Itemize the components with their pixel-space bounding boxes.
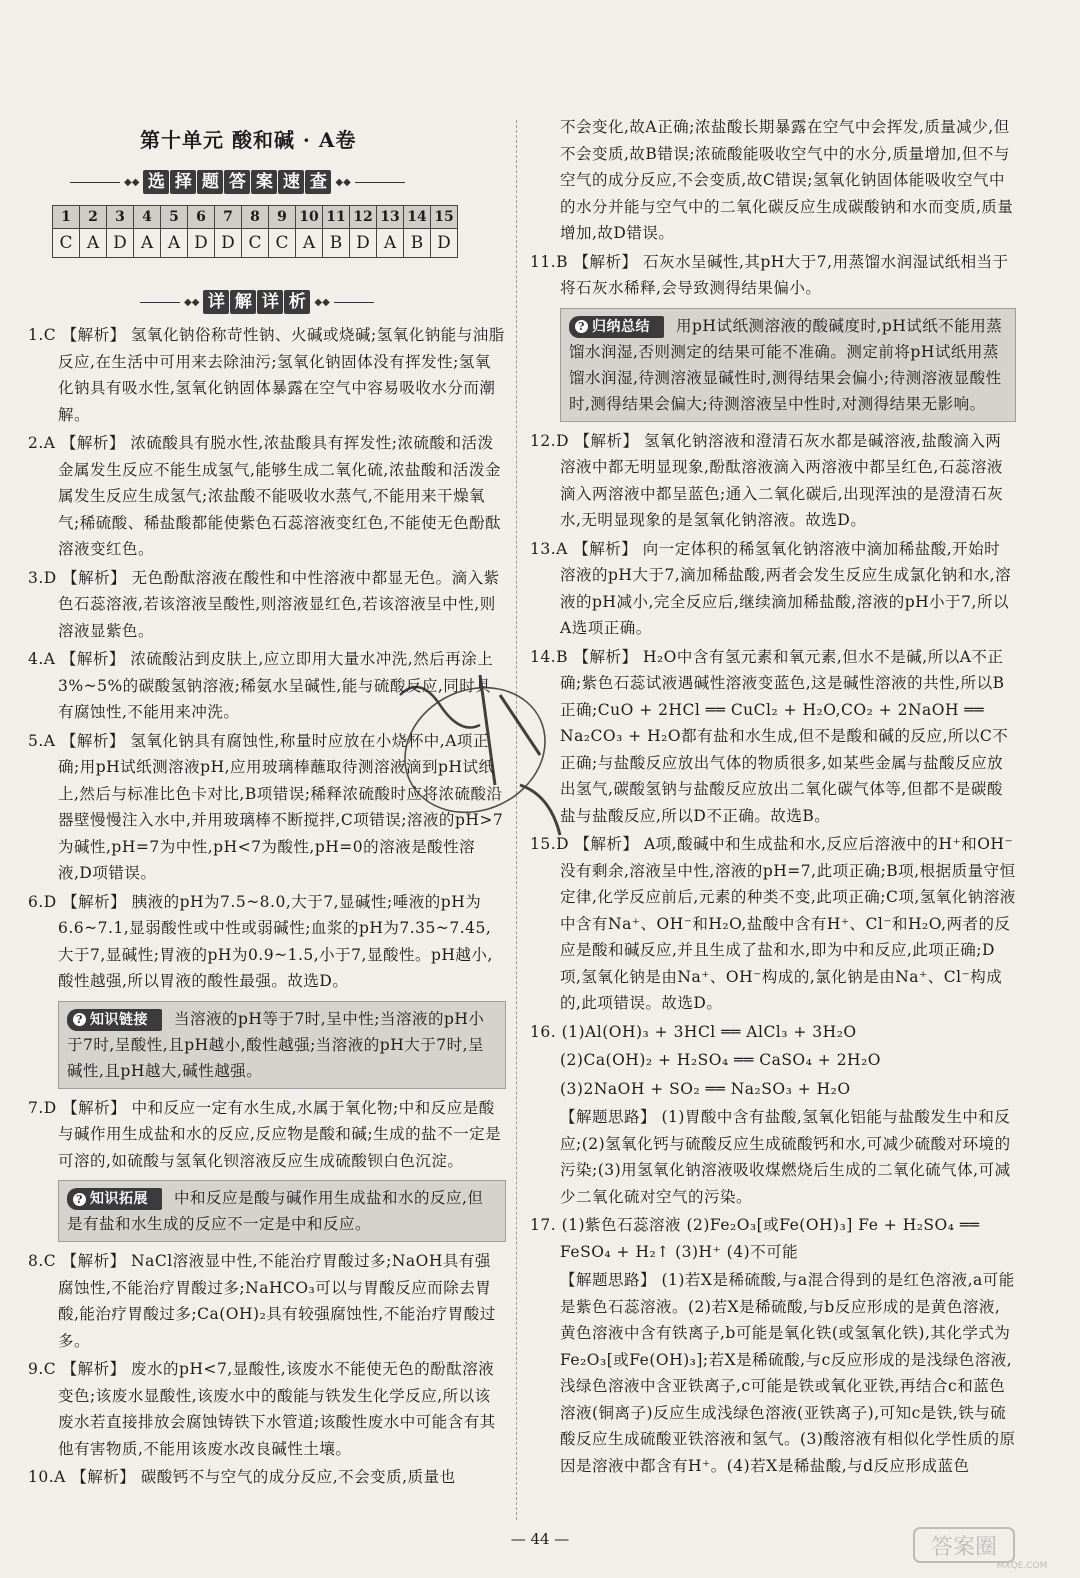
analysis-tag: 【解析】 [61, 326, 126, 344]
answer-explanation [530, 1076, 1016, 1103]
question-number: 12.D [530, 431, 570, 450]
answer-letter-cell: D [107, 229, 134, 258]
answer-number-cell: 13 [377, 206, 404, 229]
question-number: 13.A [530, 539, 568, 558]
explanation-text: A项,酸碱中和生成盐和水,反应后溶液中的H⁺和OH⁻没有剩余,溶液呈中性,溶液的pH=7,此项正确;B项,根据质量守恒定律,化学反应前后,元素的种类不变,此项正确;C项,氢氧化钠溶液中含有Na⁺、OH⁻和H₂O,盐酸中含有H⁺、Cl⁻和H₂O,两者的反应是酸和碱反应,并且生成了盐和水,即为中和反应,此项正确;D项,氢氧化钠是由Na⁺、OH⁻构成的,氯化钠是由Na⁺、Cl⁻构成的,此项错误。故选D。 [560, 835, 1016, 1012]
explanation-text: (1)若X是稀硫酸,与a混合得到的是红色溶液,a可能是紫色石蕊溶液。(2)若X是稀硫酸,与b反应形成的是黄色溶液,黄色溶液中含有铁离子,b可能是氧化铁(或氢氧化铁),其化学式为Fe₂O₃[或Fe(OH)₃];若X是稀硫酸,与c反应形成的是浅绿色溶液,浅绿色溶液中含亚铁离子,c可能是铁或氧化亚铁,再结合c和蓝色溶液(铜离子)反应生成浅绿色溶液(亚铁离子),可知c是铁,铁与硫酸反应生成硫酸亚铁溶液和氢气。(3)酸溶液有相似化学性质的原因是溶液中都含有H⁺。(4)若X是稀盐酸,与d反应形成蓝色 [560, 1271, 1016, 1475]
answer-letter-cell: D [188, 229, 215, 258]
answer-number-cell: 1 [53, 206, 80, 229]
explanation-text: 向一定体积的稀氢氧化钠溶液中滴加稀盐酸,开始时溶液的pH大于7,滴加稀盐酸,两者会发生反应生成氯化钠和水,溶液的pH减小,完全反应后,继续滴加稀盐酸,溶液的pH小于7,所以A选项正确。 [560, 539, 1012, 637]
note-text: 用pH试纸测溶液的酸碱度时,pH试纸不能用蒸馏水润湿,否则测定的结果可能不准确。测定前将pH试纸用蒸馏水润湿,待测溶液显碱性时,测得结果会偏小;待测溶液显酸性时,测得结果会偏大;待测溶液呈中性时,对测得结果无影响。 [569, 316, 1003, 413]
question-number: 7.D [28, 1098, 57, 1117]
header.quick_check_title-char: 案 [251, 170, 277, 194]
header.quick_check_title-char: 题 [197, 170, 223, 194]
explanation-text: 不会变化,故A正确;浓盐酸长期暴露在空气中会挥发,质量减少,但不会变质,故B错误;浓硫酸能吸收空气中的水分,质量增加,但不与空气的成分反应,不会变质,故C错误;氢氧化钠固体能吸收空气中的水分并能与空气中的二氧化碳反应生成碳酸钠和水而变质,质量增加,故D错误。 [560, 118, 1014, 242]
explanation-text: 碳酸钙不与空气的成分反应,不会变质,质量也 [140, 1468, 456, 1486]
explanation-text: NaCl溶液显中性,不能治疗胃酸过多;NaOH具有强腐蚀性,不能治疗胃酸过多;NaHCO₃可以与胃酸反应而除去胃酸,能治疗胃酸过多;Ca(OH)₂具有较强腐蚀性,不能治疗胃酸过多。 [58, 1252, 496, 1350]
detail-banner: ◆◆ 详 解 详 析 ◆◆ [140, 288, 374, 316]
note-badge [569, 316, 664, 338]
answer-explanation [28, 1464, 506, 1491]
analysis-tag: 【解析】 [71, 1468, 136, 1486]
note-label: 知识链接 [90, 1011, 148, 1028]
answer-letter-cell: B [404, 229, 431, 258]
answer-number-cell: 6 [188, 206, 215, 229]
analysis-tag: 【解题思路】 [560, 1108, 657, 1126]
analysis-tag: 【解析】 [60, 434, 125, 452]
question-number: 10.A [28, 1468, 66, 1486]
answer-explanation [28, 1248, 506, 1354]
explanation-text: 氢氧化钠俗称苛性钠、火碱或烧碱;氢氧化钠能与油脂反应,在生活中可用来去除油污;氢氧化钠固体没有挥发性;氢氧化钠具有吸水性,氢氧化钠固体暴露在空气中容易吸收水分而潮解。 [58, 326, 505, 424]
answer-letter-cell: A [80, 229, 107, 258]
answer-explanation [530, 114, 1016, 247]
analysis-tag: 【解析】 [61, 1360, 126, 1378]
question-number: 4.A [28, 650, 56, 668]
stamp-graphic [360, 635, 590, 865]
answer-number-cell: 11 [323, 206, 350, 229]
answer-explanation [530, 536, 1016, 642]
left-column [28, 322, 506, 1493]
answer-letter-cell: C [242, 229, 269, 258]
explanation-text: (2)Ca(OH)₂ + H₂SO₄ ══ CaSO₄ + 2H₂O [560, 1051, 881, 1069]
watermark-logo [912, 1524, 1062, 1572]
answer-number-cell: 14 [404, 206, 431, 229]
answer-number-cell: 3 [107, 206, 134, 229]
answer-explanation [530, 1104, 1016, 1210]
analysis-tag: 【解析】 [62, 1098, 127, 1117]
answer-number-cell: 5 [161, 206, 188, 229]
answer-letter-cell: D [431, 229, 458, 258]
answer-explanation [530, 1212, 1016, 1265]
note-label: 知识拓展 [90, 1191, 148, 1207]
answer-explanation [28, 565, 506, 645]
header.detail_title-char: 析 [284, 290, 310, 314]
unit-title: 第十单元 酸和碱 · A卷 [140, 128, 357, 152]
answer-number-cell: 12 [350, 206, 377, 229]
analysis-tag: 【解析】 [61, 1252, 126, 1270]
bulb-icon: ? [73, 1193, 86, 1206]
explanation-text: 浓硫酸具有脱水性,浓盐酸具有挥发性;浓硫酸和活泼金属发生反应不能生成氢气,能够生成二氧化硫,浓盐酸和活泼金属发生反应生成氢气;浓盐酸不能吸收水蒸气,不能用来干燥氧气;稀硫酸、稀盐酸都能使紫色石蕊溶液变红色,不能使无色酚酞溶液变红色。 [58, 434, 502, 558]
answer-number-cell: 15 [431, 206, 458, 229]
analysis-tag: 【解析】 [573, 252, 638, 271]
explanation-text: 无色酚酞溶液在酸性和中性溶液中都显无色。滴入紫色石蕊溶液,若该溶液呈酸性,则溶液显红色,若该溶液呈中性,则溶液显紫色。 [58, 568, 500, 640]
explanation-text: 浓硫酸沾到皮肤上,应立即用大量水冲洗,然后再涂上3%~5%的碳酸氢钠溶液;稀氨水呈碱性,能与硫酸反应,同时具有腐蚀性,不能用来冲洗。 [58, 650, 494, 721]
answer-explanation [530, 1047, 1016, 1074]
answer-letter-cell: A [296, 229, 323, 258]
answer-letter-cell: A [134, 229, 161, 258]
question-number: 8.C [28, 1252, 57, 1270]
explanation-text: 胰液的pH为7.5~8.0,大于7,显碱性;唾液的pH为6.6~7.1,显弱酸性或中性或弱碱性;血浆的pH为7.35~7.45,大于7,显碱性;胃液的pH为0.9~1.5,小于7,显酸性。pH越小,酸性越强,所以胃液的酸性最强。故选D。 [58, 892, 493, 990]
answer-explanation [530, 428, 1016, 534]
answer-number-cell: 4 [134, 206, 161, 229]
note-badge [67, 1009, 162, 1031]
question-number: 5.A [28, 731, 56, 750]
note-box [58, 1180, 506, 1242]
answer-explanation [530, 1267, 1016, 1479]
analysis-tag: 【解析】 [62, 568, 127, 587]
answer-letter-cell: A [161, 229, 188, 258]
explanation-text: (1)紫色石蕊溶液 (2)Fe₂O₃[或Fe(OH)₃] Fe + H₂SO₄ ══ FeSO₄ + H₂↑ (3)H⁺ (4)不可能 [560, 1216, 980, 1261]
question-number: 16. [530, 1022, 557, 1041]
note-text: 当溶液的pH等于7时,呈中性;当溶液的pH小于7时,呈酸性,且pH越小,酸性越强;当溶液的pH大于7时,呈碱性,且pH越大,碱性越强。 [67, 1009, 485, 1080]
answer-explanation [530, 644, 1016, 830]
analysis-tag: 【解析】 [573, 539, 638, 558]
answer-number-cell: 8 [242, 206, 269, 229]
header.detail_title-char: 详 [257, 290, 283, 314]
explanation-text: 氢氧化钠溶液和澄清石灰水都是碱溶液,盐酸滴入两溶液中都无明显现象,酚酞溶液滴入两溶液中都呈红色,石蕊溶液滴入两溶液中都呈蓝色;通入二氧化碳后,出现浑浊的是澄清石灰水,无明显现象的是氢氧化钠溶液。故选D。 [560, 431, 1004, 529]
header.quick_check_title-char: 选 [143, 170, 169, 194]
explanation-text: 废水的pH<7,显酸性,该废水不能使无色的酚酞溶液变色;该废水显酸性,该废水中的酸能与铁发生化学反应,所以该废水若直接排放会腐蚀铸铁下水管道;该酸性废水中可能含有其他有害物质,不能用该废水改良碱性土壤。 [58, 1360, 496, 1458]
bulb-icon: ? [73, 1013, 86, 1026]
header.quick_check_title-char: 择 [170, 170, 196, 194]
answer-number-cell: 9 [269, 206, 296, 229]
answer-number-cell: 10 [296, 206, 323, 229]
analysis-tag: 【解析】 [574, 835, 639, 853]
explanation-text: (1)Al(OH)₃ + 3HCl ══ AlCl₃ + 3H₂O [561, 1022, 857, 1041]
header.quick_check_title-char: 查 [305, 170, 331, 194]
answer-number-cell: 7 [215, 206, 242, 229]
analysis-tag: 【解析】 [573, 647, 638, 666]
answer-explanation [530, 1019, 1016, 1046]
analysis-tag: 【解析】 [62, 892, 127, 911]
header.quick_check_title-char: 答 [224, 170, 250, 194]
answer-table [52, 205, 458, 258]
answer-number-cell: 2 [80, 206, 107, 229]
right-column [530, 114, 1016, 1481]
note-text: 中和反应是酸与碱作用生成盐和水的反应,但是有盐和水生成的反应不一定是中和反应。 [67, 1189, 484, 1233]
svg-text:MXQE.COM: MXQE.COM [996, 1561, 1048, 1571]
explanation-text: 石灰水呈碱性,其pH大于7,用蒸馏水润湿试纸相当于将石灰水稀释,会导致测得结果偏小。 [560, 252, 1009, 297]
quick-check-banner: ◆◆ 选 择 题 答 案 速 查 ◆◆ [70, 168, 405, 196]
answer-letter-cell: C [53, 229, 80, 258]
answer-explanation [530, 831, 1016, 1017]
explanation-text: H₂O中含有氢元素和氧元素,但水不是碱,所以A不正确;紫色石蕊试液遇碱性溶液变蓝色,这是碱性溶液的共性,所以B正确;CuO + 2HCl ══ CuCl₂ + H₂O,CO₂ + 2NaOH ══ Na₂CO₃ + H₂O都有盐和水生成,但不是酸和碱的反应,所以C不正确;与盐酸反应放出气体的物质很多,如某些金属与盐酸反应放出氢气,碳酸氢钠与盐酸反应放出二氧化碳气体等,但都不是碳酸盐与盐酸反应,所以D不正确。故选B。 [560, 647, 1009, 825]
question-number: 11.B [530, 252, 569, 271]
analysis-tag: 【解析】 [60, 731, 125, 750]
header.detail_title-char: 解 [230, 290, 256, 314]
svg-text:答案圈: 答案圈 [930, 1535, 998, 1560]
answer-explanation [28, 889, 506, 995]
note-badge [67, 1188, 162, 1210]
answer-explanation [28, 1356, 506, 1462]
answer-explanation [530, 249, 1016, 302]
explanation-text: 中和反应一定有水生成,水属于氧化物;中和反应是酸与碱作用生成盐和水的反应,反应物是酸和碱;生成的盐不一定是可溶的,如硫酸与氢氧化钡溶液反应生成硫酸钡白色沉淀。 [58, 1098, 502, 1170]
bulb-icon: ? [575, 320, 588, 333]
analysis-tag: 【解析】 [574, 431, 639, 450]
answer-letter-cell: B [323, 229, 350, 258]
answer-explanation [28, 1095, 506, 1175]
answer-letter-cell: A [377, 229, 404, 258]
answer-letter-cell: D [215, 229, 242, 258]
note-box [560, 308, 1016, 422]
question-number: 15.D [530, 835, 570, 853]
analysis-tag: 【解析】 [60, 650, 125, 668]
question-number: 6.D [28, 892, 57, 911]
question-number: 14.B [530, 647, 569, 666]
note-label: 归纳总结 [592, 318, 650, 335]
header.quick_check_title-char: 速 [278, 170, 304, 194]
question-number: 9.C [28, 1360, 57, 1378]
question-number: 3.D [28, 568, 57, 587]
answer-letter-cell: D [350, 229, 377, 258]
answer-explanation [28, 430, 506, 563]
note-box [58, 1001, 506, 1089]
header.detail_title-char: 详 [203, 290, 229, 314]
answer-explanation [28, 322, 506, 428]
answer-letter-cell: C [269, 229, 296, 258]
analysis-tag: 【解题思路】 [560, 1271, 657, 1289]
question-number: 17. [530, 1216, 557, 1234]
explanation-text: 氢氧化钠具有腐蚀性,称量时应放在小烧杯中,A项正确;用pH试纸测溶液pH,应用玻璃棒蘸取待测溶液滴到pH试纸上,然后与标准比色卡对比,B项错误;稀释浓硫酸时应将浓硫酸沿器壁慢慢注入水中,并用玻璃棒不断搅拌,C项错误;溶液的pH>7为碱性,pH=7为中性,pH<7为酸性,pH=0的溶液是酸性溶液,D项错误。 [58, 731, 504, 882]
explanation-text: (1)胃酸中含有盐酸,氢氧化铝能与盐酸发生中和反应;(2)氢氧化钙与硫酸反应生成硫酸钙和水,可减少硫酸对环境的污染;(3)用氢氧化钠溶液吸收煤燃烧后生成的二氧化硫气体,可减少二氧化硫对空气的污染。 [560, 1108, 1011, 1206]
question-number: 2.A [28, 434, 56, 452]
explanation-text: (3)2NaOH + SO₂ ══ Na₂SO₃ + H₂O [560, 1079, 851, 1098]
page-number: — 44 — [510, 1530, 570, 1548]
question-number: 1.C [28, 326, 57, 344]
